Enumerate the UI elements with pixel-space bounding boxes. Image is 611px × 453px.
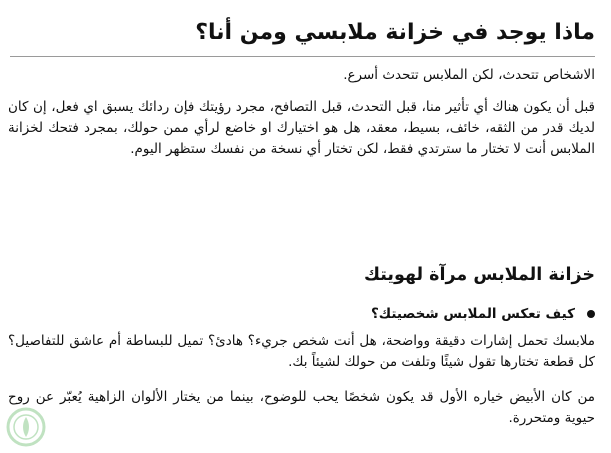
body-paragraph: قبل أن يكون هناك أي تأثير منا، قبل التحدث، قبل التصافح، مجرد رؤيتك فإن ردائك يسبق اي فعل، إن كان لديك قدر من الثقه، خائف، بسيط، معقد، هل هو اختيارك او خاضع لرأي ممن حولك، بمجرد فتحك لخزانة الملابس أنت لا تختار ما سترتدي فقط، لكن تختار أي نسخة من نفسك ستظهر اليوم. <box>8 99 595 157</box>
bullet-text: كيف تعكس الملابس شخصيتك؟ <box>370 306 575 322</box>
intro-paragraph: الاشخاص تتحدث، لكن الملابس تتحدث أسرع. <box>343 67 595 83</box>
body-paragraph-2: ملابسك تحمل إشارات دقيقة وواضحة، هل أنت شخص جريء؟ هادئ؟ تميل للبساطة أم عاشق للتفاصيل؟ كل قطعة تختارها تقول شيئًا وتلفت من حولك لشيئاً بك. <box>8 333 595 370</box>
bullet-item <box>371 304 595 324</box>
bullet-dot-icon <box>587 310 595 318</box>
watermark-logo-icon <box>6 407 46 447</box>
title-divider <box>10 56 595 57</box>
section-title: خزانة الملابس مرآة لهويتك <box>363 265 595 285</box>
page-title: ماذا يوجد في خزانة ملابسي ومن أنا؟ <box>195 20 595 45</box>
body-paragraph-3: من كان الأبيض خياره الأول قد يكون شخصًا يحب للوضوح، بينما من يختار الألوان الزاهية يُعبّر عن روح حيوية ومتحررة. <box>8 389 595 426</box>
